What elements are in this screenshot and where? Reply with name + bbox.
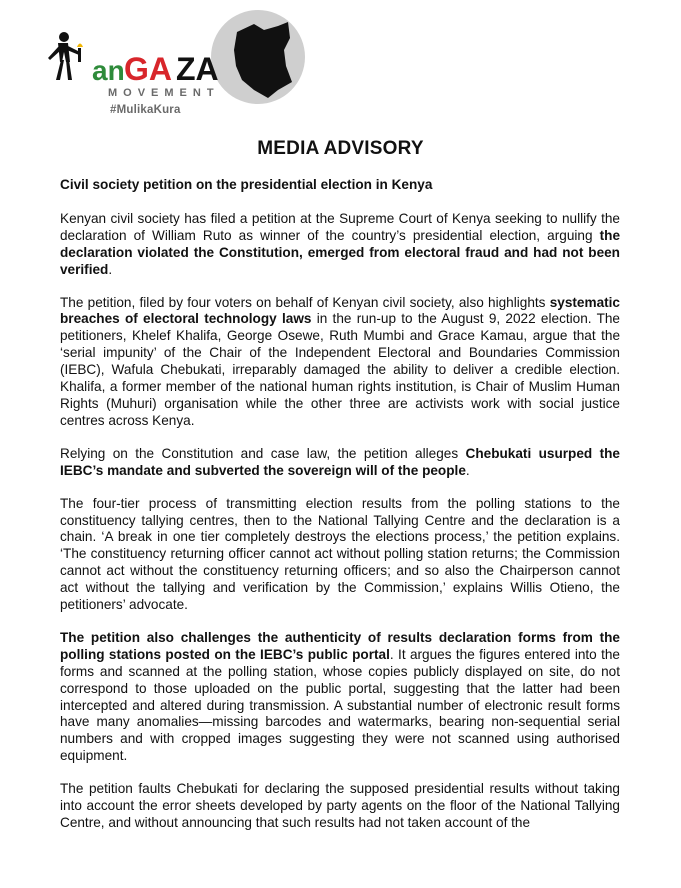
paragraph-3 [60, 446, 620, 480]
paragraph-5 [60, 630, 620, 765]
torch-bearer-figure-icon [48, 32, 81, 80]
paragraph-2-bold: systematic breaches of electoral technology laws [60, 294, 620, 327]
logo-word-ga: GA [124, 51, 172, 87]
paragraph-3-end: . [465, 462, 470, 478]
paragraph-6: The petition faults Chebukati for declaring the supposed presidential results without taking into account the error sheets developed by party agents on the floor of the National Tallying Centre, and without announcing that such results had not taken account of the [60, 781, 620, 830]
logo-subtitle: MOVEMENT [108, 87, 220, 99]
logo-word-za: ZA [176, 51, 219, 87]
paragraph-2 [60, 295, 620, 430]
paragraph-3-bold: Chebukati usurped the IEBC’s mandate and subverted the sovereign will of the people [60, 445, 620, 478]
paragraph-1-bold: the declaration violated the Constitution, emerged from electoral fraud and had not been verified [60, 227, 620, 277]
paragraph-3-text: Relying on the Constitution and case law, the petition alleges [60, 445, 466, 461]
logo-hashtag: #MulikaKura [110, 104, 181, 116]
paragraph-5-bold: The petition also challenges the authenticity of results declaration forms from the polling stations posted on the IEBC’s public portal [60, 629, 620, 662]
paragraph-1-end: . [108, 261, 113, 277]
paragraph-1 [60, 211, 620, 279]
paragraph-4: The four-tier process of transmitting election results from the polling stations to the constituency tallying centres, then to the National Tallying Centre and the declaration is a chain. ‘A break in one tier completely destroys the elections process,’ the petition explains. ‘The constituency returning officer cannot act without polling station returns; the Commission cannot act without the constituency returning officers; and so also the Chairperson cannot act without the tallying and verification by the Commission,’ explains Willis Otieno, the petitioners’ advocate. [60, 495, 620, 613]
document-body [60, 177, 620, 848]
paragraph-2-end: in the run-up to the August 9, 2022 election. The petitioners, Khelef Khalifa, George Osewe, Ruth Mumbi and Grace Kamau, argue that the ‘serial impunity’ of the Chair of the Independent Electoral and Boundaries Commission (IEBC), Wafula Chebukati, irreparably damaged the ability to deliver a credible election. Khalifa, a former member of the national human rights institution, is Chair of Muslim Human Rights (Muhuri) organisation while the other three are activists work with social justice centres across Kenya. [60, 311, 620, 428]
paragraph-1-text: Kenyan civil society has filed a petition at the Supreme Court of Kenya seeking to nullify the declaration of William Ruto as winner of the country’s presidential election, arguing [60, 210, 620, 243]
subheading: Civil society petition on the presidential election in Kenya [60, 177, 433, 192]
paragraph-2-text: The petition, filed by four voters on behalf of Kenyan civil society, also highlights [60, 294, 550, 310]
torch-flame-icon [77, 44, 83, 48]
page-title: MEDIA ADVISORY [257, 138, 424, 159]
logo-word-an: an [92, 55, 125, 86]
paragraph-5-text: . It argues the figures entered into the forms and scanned at the polling station, whose copies publicly displayed on site, do not correspond to those uploaded on the public portal, suggesting that the latter had been intercepted and altered during transmission. A substantial number of electronic result forms have many anomalies—missing barcodes and watermarks, bearing non-sequential serial numbers and with cropped images suggesting they were not scanned using authorised equipment. [60, 646, 620, 764]
